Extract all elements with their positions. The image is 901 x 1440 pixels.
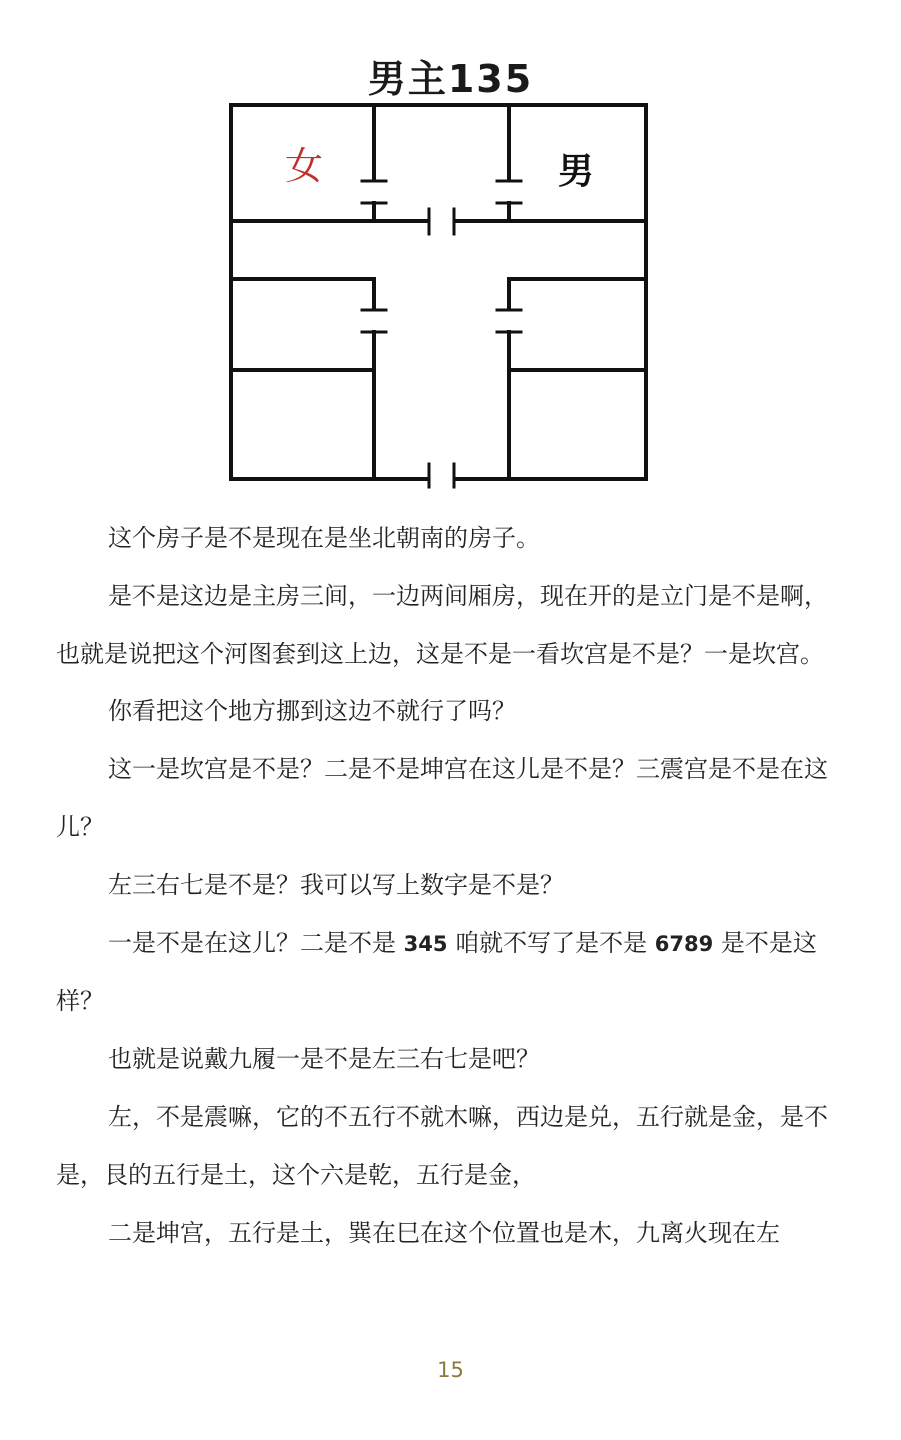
text-run: 一是不是在这儿？二是不是 <box>108 928 396 957</box>
plan-label-female: 女 <box>285 144 324 188</box>
paragraph: 左，不是震嘛，它的不五行不就木嘛，西边是兑，五行就是金，是不是，艮的五行是土，这个六是乾，五行是金， <box>56 1102 828 1189</box>
page-title: 男主135 <box>367 57 534 101</box>
text-run: 是不是这样？ <box>56 928 817 1016</box>
number-run: 6789 <box>654 931 714 956</box>
paragraph: 这一是坎宫是不是？二是不是坤宫在这儿是不是？三震宫是不是在这儿？ <box>56 755 828 841</box>
paragraph: 你看把这个地方挪到这边不就行了吗？ <box>108 697 516 726</box>
floor-plan-diagram <box>0 0 901 500</box>
text-run: 咱就不写了是不是 <box>455 928 648 957</box>
paragraph: 也就是说戴九履一是不是左三右七是吧？ <box>108 1045 540 1074</box>
body-text <box>56 510 836 1262</box>
number-run: 345 <box>403 931 448 956</box>
paragraph: 左三右七是不是？我可以写上数字是不是？ <box>108 870 564 899</box>
plan-label-male: 男 <box>558 151 595 192</box>
paragraph <box>56 915 836 1032</box>
paragraph: 这个房子是不是现在是坐北朝南的房子。 <box>108 524 540 552</box>
page-number: 15 <box>437 1358 464 1382</box>
paragraph: 二是坤宫，五行是土，巽在巳在这个位置也是木，九离火现在左 <box>108 1218 780 1247</box>
paragraph: 是不是这边是主房三间，一边两间厢房，现在开的是立门是不是啊，也就是说把这个河图套到这上边，这是不是一看坎宫是不是？一是坎宫。 <box>56 581 828 668</box>
